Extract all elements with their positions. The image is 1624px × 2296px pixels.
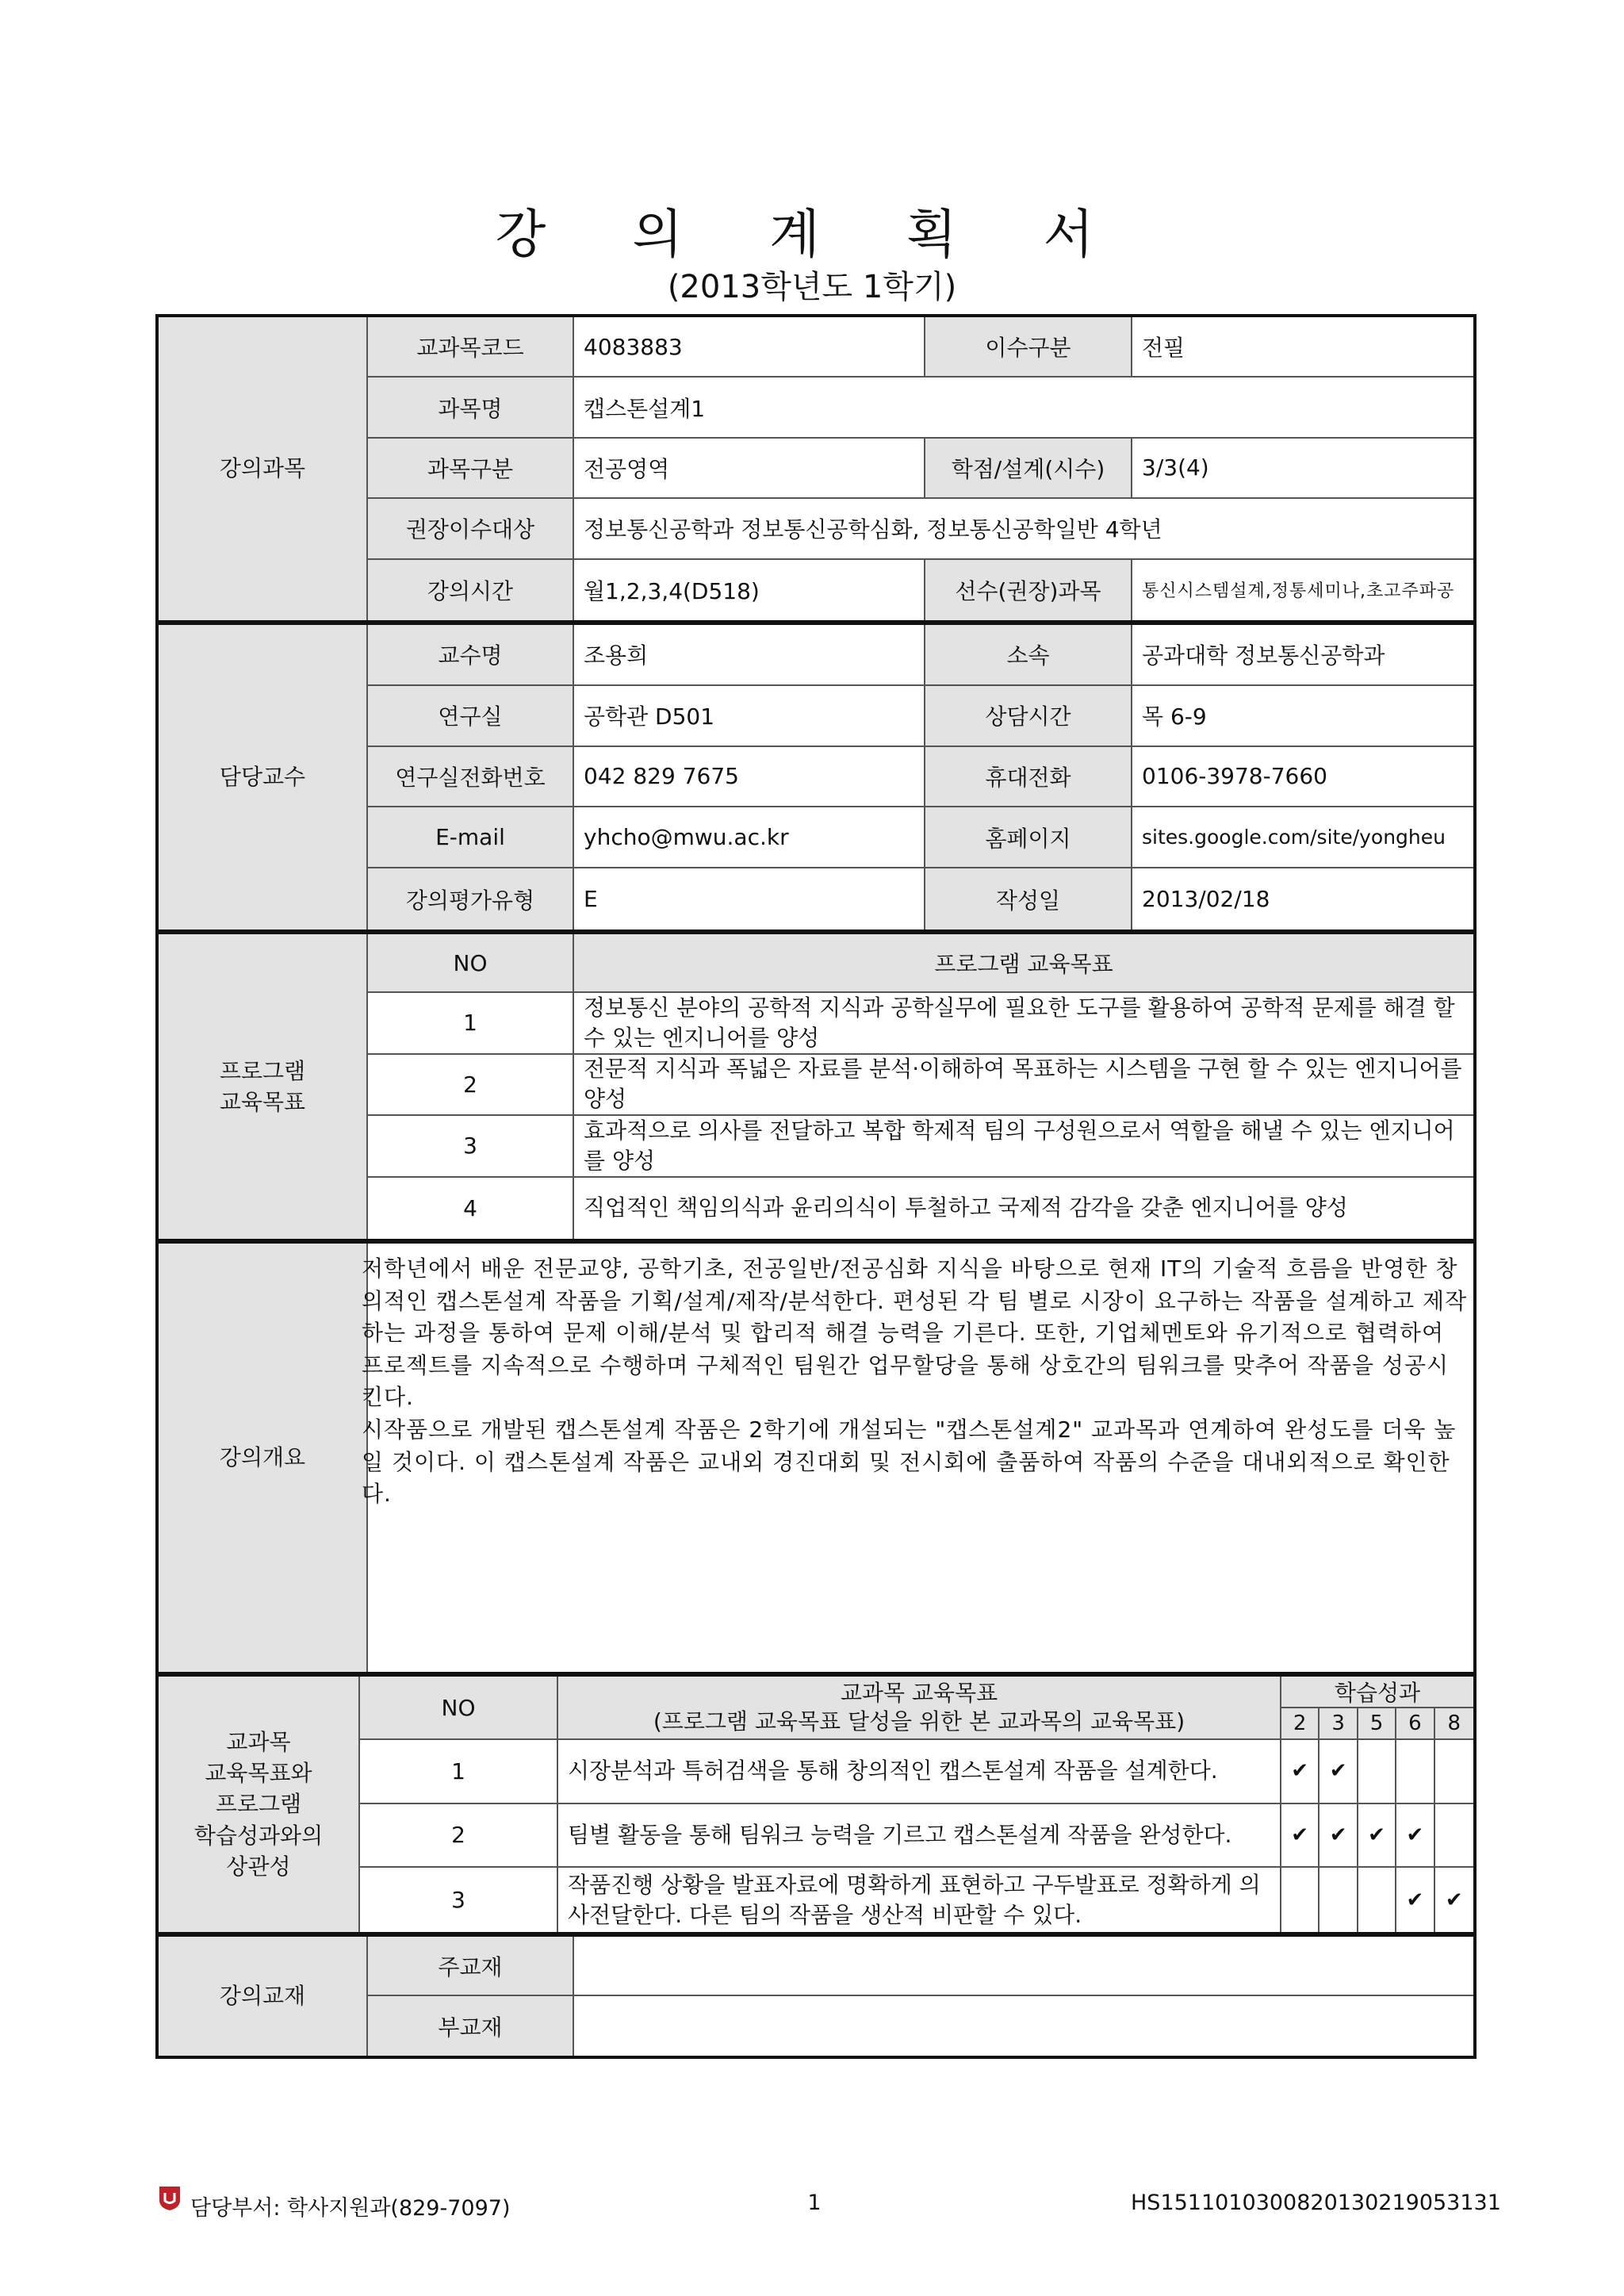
textbook-grid	[368, 1937, 1473, 2056]
check-mark	[1320, 1868, 1358, 1932]
course-category-value: 전공영역	[574, 439, 925, 499]
professor-eval-value: E	[574, 868, 925, 930]
program-no-header: NO	[368, 934, 574, 993]
logo-shield	[159, 2187, 180, 2210]
professor-hours-label: 상담시간	[925, 686, 1132, 747]
professor-dept-label: 소속	[925, 625, 1132, 686]
footer-document-code: HS1511010300820130219053131	[1131, 2191, 1501, 2215]
course-name-value: 캡스톤설계1	[574, 378, 1473, 438]
program-goal-no: 1	[368, 993, 574, 1055]
textbook-section	[155, 1934, 1477, 2059]
program-goal-no: 4	[368, 1178, 574, 1240]
professor-date-label: 작성일	[925, 868, 1132, 930]
course-prereq-label: 선수(권장)과목	[925, 560, 1132, 620]
course-grid	[368, 317, 1473, 620]
overview-text: 저학년에서 배운 전문교양, 공학기초, 전공일반/전공심화 지식을 바탕으로 현재 IT의 기술적 흐름을 반영한 창의적인 캡스톤설계 작품을 기획/설계/제작/분석한다. 편성된 각 팀 별로 시장이 요구하는 작품을 설계하고 제작하는 과정을 통하여 문제 이해/분석 및 합리적 해결 능력을 기른다. 또한, 기업체멘토와 유기적으로 협력하여 프로젝트를 지속적으로 수행하며 구체적인 팀원간 업무할당을 통해 상호간의 팀워크를 맞추어 작품을 성공시킨다. 시작품으로 개발된 캡스톤설계 작품은 2학기에 개설되는 "캡스톤설계2" 교과목과 연계하여 완성도를 더욱 높일 것이다. 이 캡스톤설계 작품은 교내외 경진대회 및 전시회에 출품하여 작품의 수준을 대내외적으로 확인한다.	[362, 1255, 1468, 1508]
professor-email-value: yhcho@mwu.ac.kr	[574, 807, 925, 868]
course-prereq-value: 통신시스템설계,정통세미나,초고주파공	[1142, 581, 1455, 602]
textbook-sub-label: 부교재	[368, 1996, 574, 2056]
textbook-header: 강의교재	[159, 1937, 368, 2056]
relation-row-no: 3	[360, 1868, 558, 1932]
professor-email-label: E-mail	[368, 807, 574, 868]
check-mark	[1358, 1868, 1396, 1932]
program-goal-text: 정보통신 분야의 공학적 지식과 공학실무에 필요한 도구를 활용하여 공학적 문제를 해결 할 수 있는 엔지니어를 양성	[574, 993, 1473, 1055]
relation-row-text: 시장분석과 특허검색을 통해 창의적인 캡스톤설계 작품을 설계한다.	[558, 1740, 1281, 1804]
professor-mobile-label: 휴대전화	[925, 747, 1132, 808]
check-mark: ✔	[1358, 1804, 1396, 1869]
professor-office-value: 공학관 D501	[574, 686, 925, 747]
professor-name-value: 조용희	[574, 625, 925, 686]
footer-page-number: 1	[807, 2191, 822, 2215]
professor-office-label: 연구실	[368, 686, 574, 747]
program-goal-text: 전문적 지식과 폭넓은 자료를 분석·이해하여 목표하는 시스템을 구현 할 수 있는 엔지니어를 양성	[574, 1055, 1473, 1117]
overview-section	[155, 1240, 1477, 1675]
check-mark	[1358, 1740, 1396, 1804]
outcome-col-header: 5	[1358, 1708, 1396, 1740]
professor-grid	[368, 625, 1473, 930]
check-mark: ✔	[1320, 1804, 1358, 1869]
professor-mobile-value: 0106-3978-7660	[1132, 747, 1473, 808]
footer-dept: 담당부서: 학사지원과(829-7097)	[190, 2196, 511, 2221]
check-mark: ✔	[1281, 1804, 1320, 1869]
relation-goal-header-line2: (프로그램 교육목표 달성을 위한 본 교과목의 교육목표)	[653, 1708, 1185, 1734]
relation-row-text: 팀별 활동을 통해 팀워크 능력을 기르고 캡스톤설계 작품을 완성한다.	[558, 1804, 1281, 1869]
course-time-label: 강의시간	[368, 560, 574, 620]
check-mark: ✔	[1281, 1740, 1320, 1804]
outcome-col-header: 8	[1435, 1708, 1473, 1740]
course-header: 강의과목	[159, 317, 368, 620]
professor-name-label: 교수명	[368, 625, 574, 686]
program-goals-header: 프로그램 교육목표	[159, 934, 368, 1239]
check-mark	[1281, 1868, 1320, 1932]
program-goal-no: 2	[368, 1055, 574, 1117]
textbook-sub-value	[574, 1996, 1473, 2056]
professor-header: 담당교수	[159, 625, 368, 930]
relation-table	[360, 1677, 1473, 1932]
relation-goal-header-line1: 교과목 교육목표	[840, 1679, 998, 1706]
check-mark: ✔	[1396, 1804, 1434, 1869]
program-goal-text: 효과적으로 의사를 전달하고 복합 학제적 팀의 구성원으로서 역할을 해낼 수 있는 엔지니어를 양성	[574, 1116, 1473, 1178]
check-mark	[1396, 1740, 1434, 1804]
page-title: 강 의 계 획 서	[495, 204, 1129, 265]
course-section	[155, 314, 1477, 623]
course-name-label: 과목명	[368, 378, 574, 438]
professor-date-value: 2013/02/18	[1142, 886, 1270, 913]
check-mark	[1435, 1804, 1473, 1869]
relation-header: 교과목 교육목표와 프로그램 학습성과와의 상관성	[159, 1677, 360, 1932]
course-credit-label: 학점/설계(시수)	[925, 439, 1132, 499]
program-goals-section	[155, 931, 1477, 1242]
course-target-value: 정보통신공학과 정보통신공학심화, 정보통신공학일반 4학년	[574, 499, 1473, 559]
course-category-label: 과목구분	[368, 439, 574, 499]
outcome-col-header: 6	[1396, 1708, 1434, 1740]
relation-row-no: 1	[360, 1740, 558, 1804]
textbook-main-value	[574, 1937, 1473, 1996]
professor-section	[155, 622, 1477, 933]
course-code-label: 교과목코드	[368, 317, 574, 378]
overview-header: 강의개요	[159, 1244, 368, 1672]
relation-no-header: NO	[360, 1677, 558, 1740]
professor-phone-label: 연구실전화번호	[368, 747, 574, 808]
relation-outcome-header: 학습성과	[1281, 1677, 1473, 1708]
professor-homepage-label: 홈페이지	[925, 807, 1132, 868]
check-mark: ✔	[1396, 1868, 1434, 1932]
professor-homepage-value: sites.google.com/site/yongheu	[1132, 807, 1473, 868]
outcome-col-header: 2	[1281, 1708, 1320, 1740]
program-goal-header: 프로그램 교육목표	[574, 934, 1473, 993]
course-type-value: 전필	[1132, 317, 1473, 378]
course-time-value: 월1,2,3,4(D518)	[574, 560, 925, 620]
textbook-main-label: 주교재	[368, 1937, 574, 1996]
course-code-value: 4083883	[574, 317, 925, 378]
relation-row-no: 2	[360, 1804, 558, 1869]
university-logo-icon	[159, 2186, 181, 2211]
relation-goal-header	[558, 1677, 1281, 1740]
program-goals-table	[368, 934, 1473, 1239]
outcome-col-header: 3	[1320, 1708, 1358, 1740]
professor-dept-value: 공과대학 정보통신공학과	[1132, 625, 1473, 686]
course-credit-value: 3/3(4)	[1132, 439, 1473, 499]
program-goal-no: 3	[368, 1116, 574, 1178]
page-subtitle: (2013학년도 1학기)	[667, 269, 957, 305]
check-mark: ✔	[1320, 1740, 1358, 1804]
relation-section	[155, 1673, 1477, 1935]
check-mark: ✔	[1445, 1888, 1463, 1912]
professor-eval-label: 강의평가유형	[368, 868, 574, 930]
course-type-label: 이수구분	[925, 317, 1132, 378]
check-mark	[1435, 1740, 1473, 1804]
relation-row-text: 작품진행 상황을 발표자료에 명확하게 표현하고 구두발표로 정확하게 의사전달한다. 다른 팀의 작품을 생산적 비판할 수 있다.	[558, 1868, 1281, 1932]
professor-hours-value: 목 6-9	[1132, 686, 1473, 747]
course-target-label: 권장이수대상	[368, 499, 574, 559]
professor-phone-value: 042 829 7675	[574, 747, 925, 808]
program-goal-text: 직업적인 책임의식과 윤리의식이 투철하고 국제적 감각을 갖춘 엔지니어를 양성	[584, 1194, 1348, 1221]
